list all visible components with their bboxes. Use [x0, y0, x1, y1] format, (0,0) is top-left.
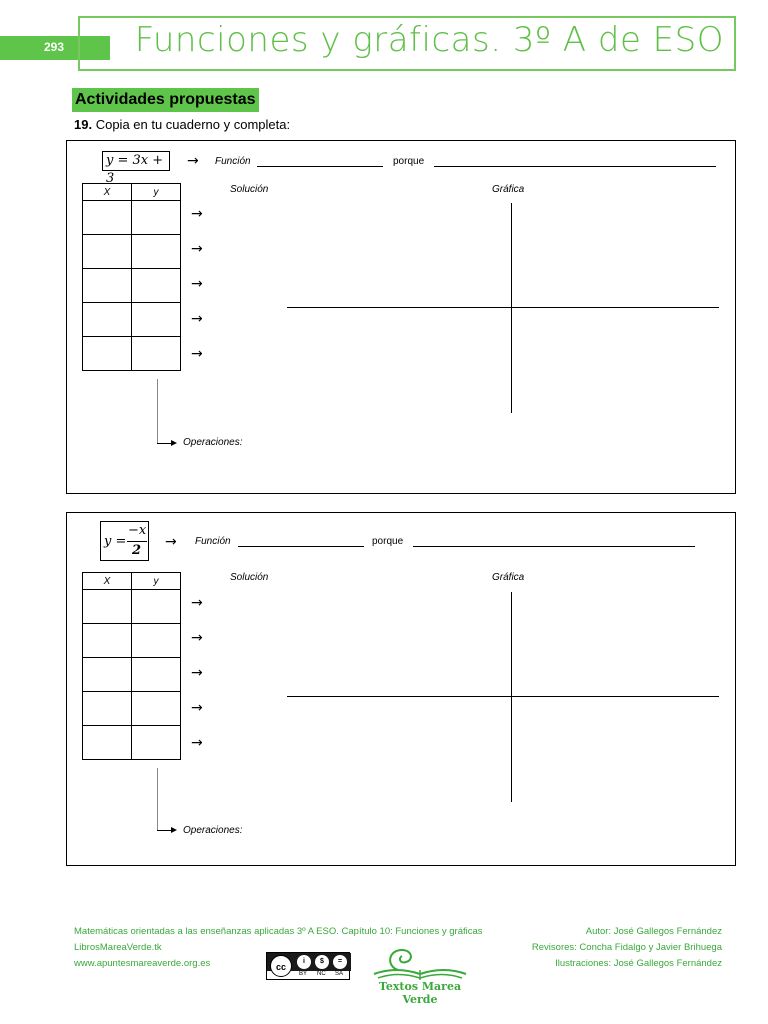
footer-illustrations: Ilustraciones: José Gallegos Fernández [555, 958, 722, 969]
table-header-x: X [83, 184, 132, 201]
grafica-label-2: Gráfica [492, 572, 525, 583]
graph-x-axis-2 [287, 696, 719, 697]
grafica-label-1: Gráfica [492, 184, 525, 195]
footer-link-libros[interactable]: LibrosMareaVerde.tk [74, 942, 162, 953]
row-arrow: → [191, 700, 203, 716]
operaciones-connector-2 [157, 768, 158, 830]
operaciones-connector-1 [157, 379, 158, 443]
table-header-x: X [83, 573, 132, 590]
logo-text: Textos Marea Verde [378, 980, 462, 1006]
row-arrow: → [191, 665, 203, 681]
table-row[interactable] [83, 235, 181, 269]
graph-x-axis-1 [287, 307, 719, 308]
porque-blank-2[interactable] [413, 546, 695, 547]
cc-nc-label: NC [317, 971, 326, 977]
table-row[interactable] [83, 337, 181, 371]
footer-author: Autor: José Gallegos Fernández [585, 926, 722, 937]
xy-table-2 [82, 572, 181, 760]
funcion-label-1: Función [215, 156, 251, 167]
operaciones-label-2: Operaciones: [183, 825, 243, 836]
row-arrow: → [191, 241, 203, 257]
section-heading: Actividades propuestas [72, 88, 259, 112]
formula-arrow-1: → [187, 153, 199, 169]
fraction-bar [127, 541, 147, 542]
formula-2-denominator: 2 [132, 543, 142, 558]
cc-nc-icon: $ [315, 955, 329, 969]
formula-2 [100, 521, 149, 561]
table-row[interactable] [83, 624, 181, 658]
row-arrow: → [191, 735, 203, 751]
formula-2-lhs: y = [104, 534, 127, 549]
porque-label-2: porque [372, 536, 404, 547]
table-header-y: y [132, 184, 181, 201]
cc-logo-icon: cc [270, 955, 292, 977]
footer-course-line: Matemáticas orientadas a las enseñanzas aplicadas 3º A ESO. Capítulo 10: Funciones y gráficas [74, 926, 483, 937]
table-row[interactable] [83, 590, 181, 624]
cc-by-icon: i [297, 955, 311, 969]
graph-y-axis-1 [511, 203, 512, 413]
cc-sa-icon: = [333, 955, 347, 969]
graph-y-axis-2 [511, 592, 512, 802]
table-row[interactable] [83, 726, 181, 760]
operaciones-label-1: Operaciones: [183, 437, 243, 448]
row-arrow: → [191, 206, 203, 222]
row-arrow: → [191, 595, 203, 611]
operaciones-arrowhead-2 [171, 827, 177, 833]
operaciones-arrowhead-1 [171, 440, 177, 446]
wave-book-icon [368, 944, 472, 982]
solucion-label-1: Solución [230, 184, 269, 195]
exercise-instruction [74, 117, 290, 132]
row-arrow: → [191, 630, 203, 646]
table-row[interactable] [83, 269, 181, 303]
table-row[interactable] [83, 201, 181, 235]
table-row[interactable] [83, 303, 181, 337]
creative-commons-badge[interactable] [266, 952, 350, 980]
funcion-blank-1[interactable] [257, 166, 383, 167]
table-header-y: y [132, 573, 181, 590]
exercise-box-2 [66, 512, 736, 866]
porque-blank-1[interactable] [434, 166, 716, 167]
row-arrow: → [191, 346, 203, 362]
formula-arrow-2: → [165, 534, 177, 550]
title-frame-top [78, 16, 736, 18]
table-row[interactable] [83, 658, 181, 692]
exercise-box-1 [66, 140, 736, 494]
xy-table-1 [82, 183, 181, 371]
exercise-number: 19. [74, 117, 93, 132]
marea-verde-logo [368, 944, 472, 1006]
page-title: Funciones y gráficas. 3º A de ESO [134, 20, 724, 60]
row-arrow: → [191, 276, 203, 292]
page-number: 293 [44, 40, 65, 54]
formula-2-numerator: −x [128, 523, 147, 538]
solucion-label-2: Solución [230, 572, 269, 583]
cc-by-label: BY [299, 971, 308, 977]
footer-link-apuntes[interactable]: www.apuntesmareaverde.org.es [74, 958, 211, 969]
cc-sa-label: SA [335, 971, 344, 977]
footer-reviewers: Revisores: Concha Fidalgo y Javier Brihuega [531, 942, 722, 953]
porque-label-1: porque [393, 156, 425, 167]
table-row[interactable] [83, 692, 181, 726]
funcion-label-2: Función [195, 536, 231, 547]
row-arrow: → [191, 311, 203, 327]
funcion-blank-2[interactable] [238, 546, 364, 547]
formula-1: y = 3x + 3 [102, 151, 170, 171]
instruction-text: Copia en tu cuaderno y completa: [95, 117, 291, 132]
